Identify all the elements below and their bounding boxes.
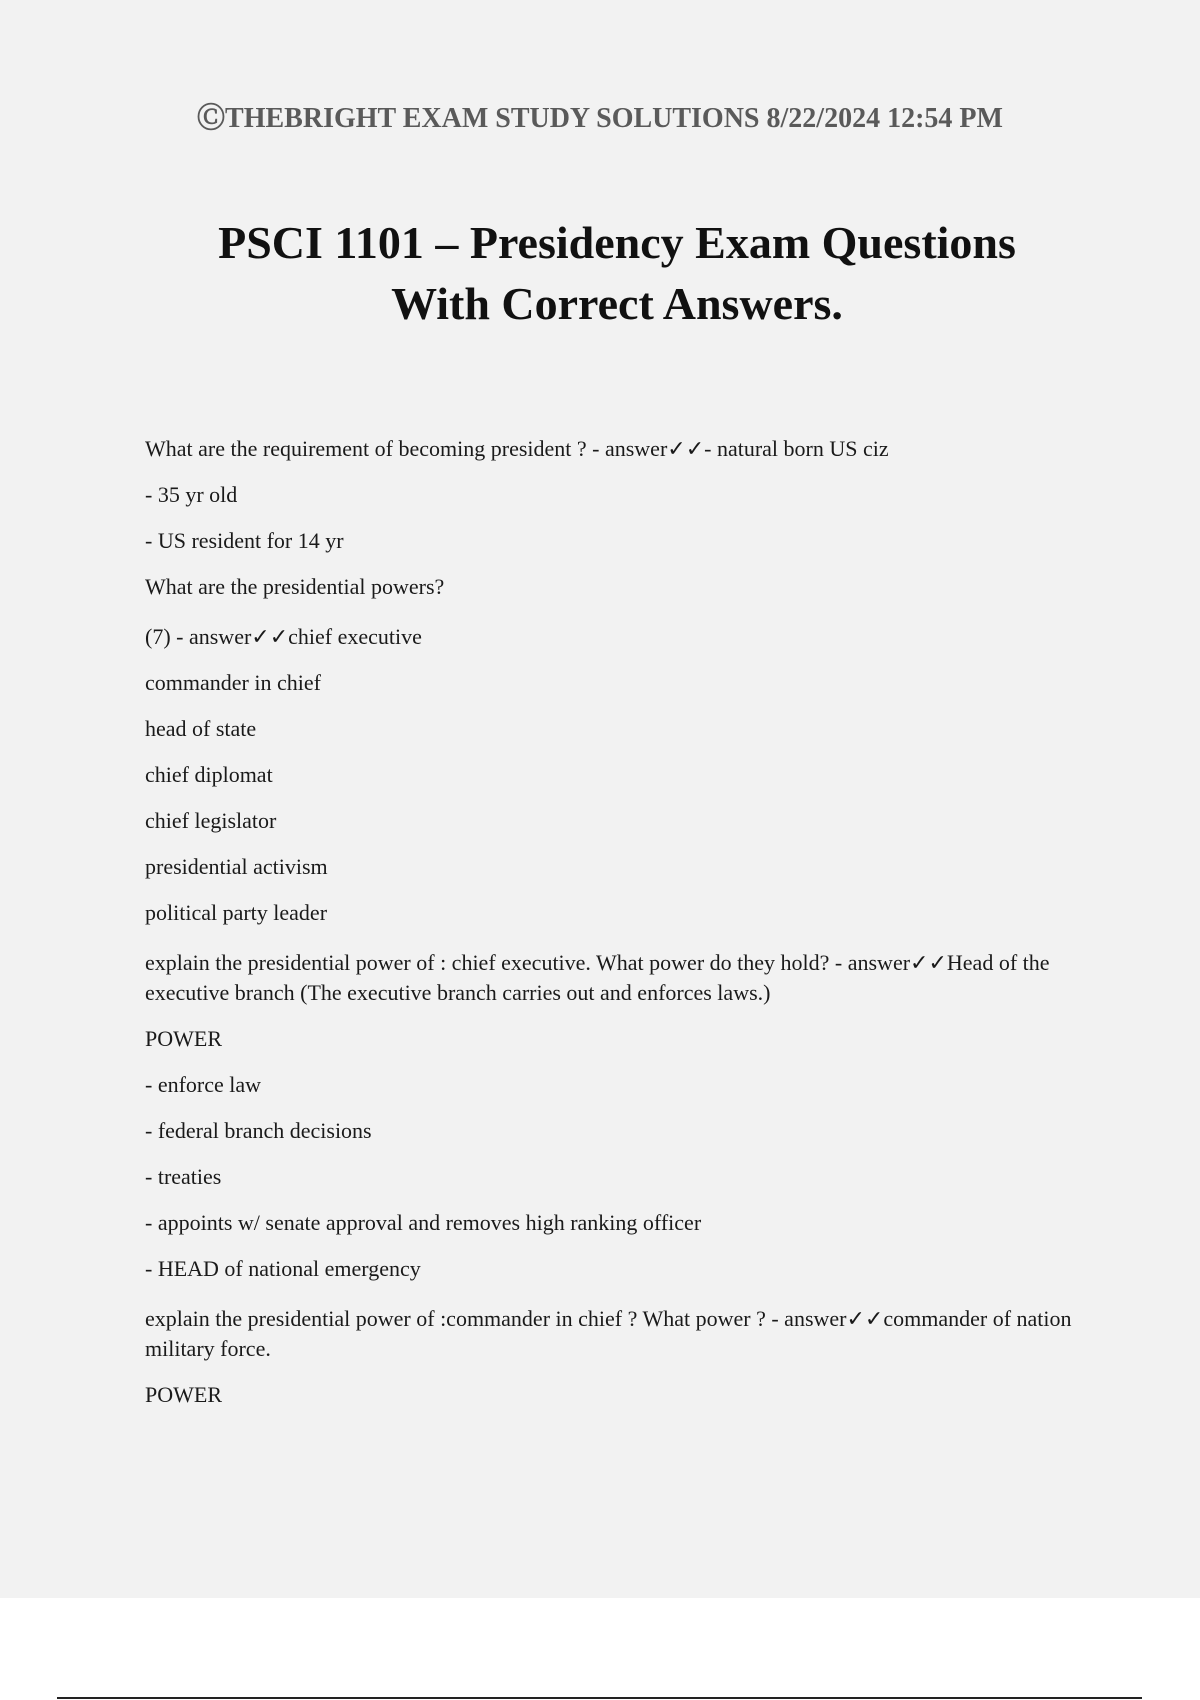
text-line: - HEAD of national emergency: [145, 1256, 421, 1281]
text-line: - federal branch decisions: [145, 1118, 372, 1143]
text-line: - enforce law: [145, 1072, 262, 1097]
text-line: head of state: [145, 716, 257, 741]
text-line: explain the presidential power of :commander in chief ? What power ? - answer✓✓commander of nation military force.: [145, 1306, 1072, 1361]
bottom-divider: [57, 1697, 1142, 1699]
text-line: POWER: [145, 1026, 222, 1051]
text-line: - treaties: [145, 1164, 222, 1189]
text-line: - US resident for 14 yr: [145, 528, 344, 553]
text-line: - 35 yr old: [145, 482, 238, 507]
title-line-2: With Correct Answers.: [391, 278, 843, 329]
text-line: (7) - answer✓✓chief executive: [145, 624, 422, 649]
text-line: chief legislator: [145, 808, 277, 833]
text-line: What are the requirement of becoming president ? - answer✓✓- natural born US ciz: [145, 436, 889, 461]
text-line: What are the presidential powers?: [145, 574, 445, 599]
title-line-1: PSCI 1101 – Presidency Exam Questions: [218, 217, 1016, 268]
text-line: explain the presidential power of : chief executive. What power do they hold? - answer✓✓Head of the executive branch (The executive branch carries out and enforces laws.): [145, 950, 1050, 1005]
document-title: [150, 212, 1084, 334]
watermark-header: ⒸTHEBRIGHT EXAM STUDY SOLUTIONS 8/22/2024 12:54 PM: [197, 103, 1003, 134]
text-line: political party leader: [145, 900, 328, 925]
document-body: [145, 434, 1085, 1410]
text-line: - appoints w/ senate approval and removes high ranking officer: [145, 1210, 702, 1235]
text-line: chief diplomat: [145, 762, 273, 787]
text-line: commander in chief: [145, 670, 321, 695]
text-line: POWER: [145, 1382, 222, 1407]
text-line: presidential activism: [145, 854, 328, 879]
